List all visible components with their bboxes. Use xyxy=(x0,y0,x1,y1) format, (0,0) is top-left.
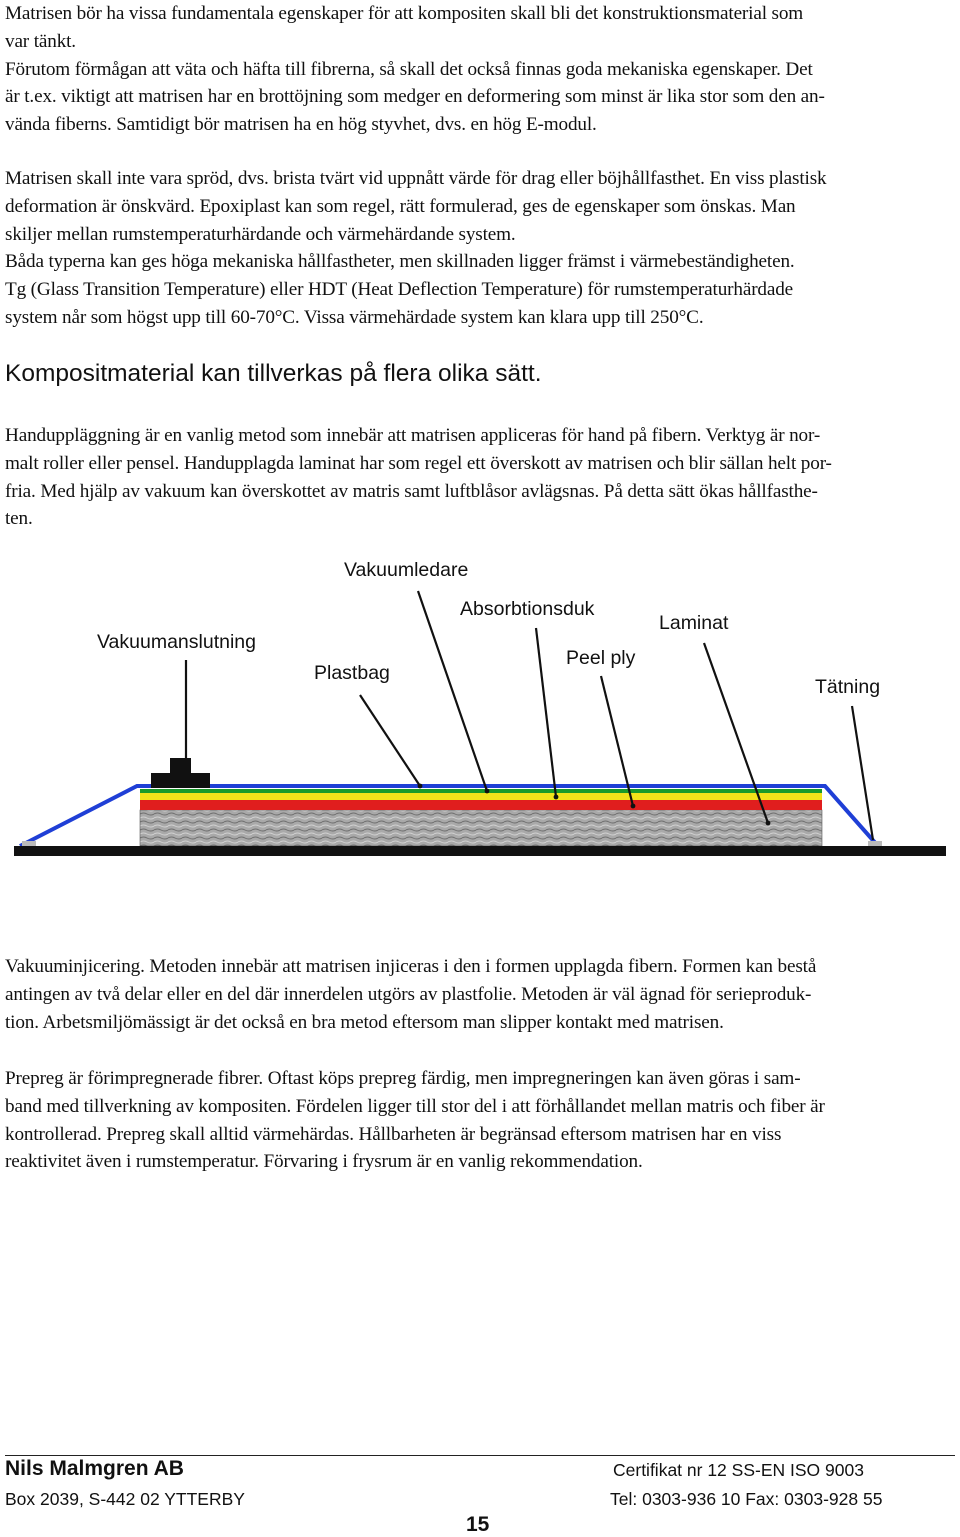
text-line: kontrollerad. Prepreg skall alltid värmehärdas. Hållbarheten är begränsad eftersom matrisen har en viss xyxy=(5,1123,782,1145)
text-line: Handuppläggning är en vanlig metod som innebär att matrisen appliceras för hand på fibern. Verktyg är nor- xyxy=(5,425,821,446)
vacuum-connector xyxy=(151,758,210,788)
page-number: 15 xyxy=(466,1513,490,1536)
label-peel-ply: Peel ply xyxy=(566,647,636,669)
peel-ply-layer xyxy=(140,800,822,810)
footer-company: Nils Malmgren AB xyxy=(5,1457,184,1480)
matrix-properties-paragraph xyxy=(5,165,955,332)
text-line: system når som högst upp till 60-70°C. Vissa värmehärdade system kan klara upp till 250°C. xyxy=(5,306,704,328)
text-line: malt roller eller pensel. Handupplagda laminat har som regel ett överskott av matrisen och blir sällan helt por- xyxy=(5,452,832,474)
text-line: var tänkt. xyxy=(5,30,76,52)
vacuum-conduit-layer xyxy=(140,789,822,793)
leader-plastbag xyxy=(360,695,420,786)
text-line: deformation är önskvärd. Epoxiplast kan som regel, rätt formulerad, ges de egenskaper som önskas. Man xyxy=(5,195,796,217)
text-line: Matrisen skall inte vara spröd, dvs. brista tvärt vid uppnått värde för drag eller böjhållfasthet. En viss plastisk xyxy=(5,168,827,189)
label-absorbtionsduk: Absorbtionsduk xyxy=(460,598,595,620)
leader-absorbtionsduk xyxy=(536,628,556,797)
text-line: band med tillverkning av kompositen. Fördelen ligger till stor del i att förhållandet mellan matris och fiber är xyxy=(5,1095,825,1117)
text-line: är t.ex. viktigt att matrisen har en brottöjning som medger en deformering som minst är lika stor som den an- xyxy=(5,86,825,108)
text-line: reaktivitet även i rumstemperatur. Förvaring i frysrum är en vanlig rekommendation. xyxy=(5,1151,643,1173)
label-plastbag: Plastbag xyxy=(314,662,390,684)
footer-divider xyxy=(5,1455,955,1456)
text-line: fria. Med hjälp av vakuum kan överskottet av matris samt luftblåsor avlägsnas. På detta sätt ökas hållfasthe- xyxy=(5,480,818,502)
text-line: Tg (Glass Transition Temperature) eller HDT (Heat Deflection Temperature) för rumstemperaturhärdade xyxy=(5,279,794,301)
hand-layup-paragraph xyxy=(5,422,955,533)
mould-plate xyxy=(14,846,946,856)
vacuum-injection-paragraph xyxy=(5,953,955,1036)
text-line: Förutom förmågan att väta och häfta till fibrerna, så skall det också finnas goda mekaniska egenskaper. Det xyxy=(5,58,813,80)
text-line: skiljer mellan rumstemperaturhärdande och värmehärdande system. xyxy=(5,223,516,245)
text-line: ten. xyxy=(5,508,33,530)
text-line: Matrisen bör ha vissa fundamentala egenskaper för att kompositen skall bli det konstruktionsmaterial som xyxy=(5,3,804,24)
text-line: tion. Arbetsmiljömässigt är det också en bra metod eftersom man slipper kontakt med matrisen. xyxy=(5,1011,724,1033)
label-tatning: Tätning xyxy=(815,676,881,698)
absorption-layer xyxy=(140,793,822,800)
leader-vakuumledare xyxy=(418,591,487,791)
intro-paragraph xyxy=(5,0,955,139)
prepreg-paragraph xyxy=(5,1065,955,1176)
text-line: antingen av två delar eller en del där innerdelen utgörs av plastfolie. Metoden är väl ägnad för serieproduk- xyxy=(5,983,812,1005)
text-line: Vakuuminjicering. Metoden innebär att matrisen injiceras i den i formen upplagda fibern. Formen kan bestå xyxy=(5,956,817,977)
label-vakuumledare: Vakuumledare xyxy=(344,559,469,581)
vacuum-bagging-diagram xyxy=(0,548,960,868)
label-vakuumanslutning: Vakuumanslutning xyxy=(97,631,256,653)
footer-address: Box 2039, S-442 02 YTTERBY xyxy=(5,1489,245,1509)
laminate-layer xyxy=(140,810,822,846)
text-line: Båda typerna kan ges höga mekaniska hållfastheter, men skillnaden ligger främst i värmebeständigheten. xyxy=(5,251,795,273)
label-laminat: Laminat xyxy=(659,612,729,634)
footer-contact: Tel: 0303-936 10 Fax: 0303-928 55 xyxy=(610,1489,883,1509)
section-heading: Kompositmaterial kan tillverkas på flera olika sätt. xyxy=(5,360,542,387)
footer-certificate: Certifikat nr 12 SS-EN ISO 9003 xyxy=(613,1460,864,1480)
text-line: Prepreg är förimpregnerade fibrer. Oftast köps prepreg färdig, men impregneringen kan även göras i sam- xyxy=(5,1068,801,1089)
text-line: vända fiberns. Samtidigt bör matrisen ha en hög styvhet, dvs. en hög E-modul. xyxy=(5,114,597,136)
